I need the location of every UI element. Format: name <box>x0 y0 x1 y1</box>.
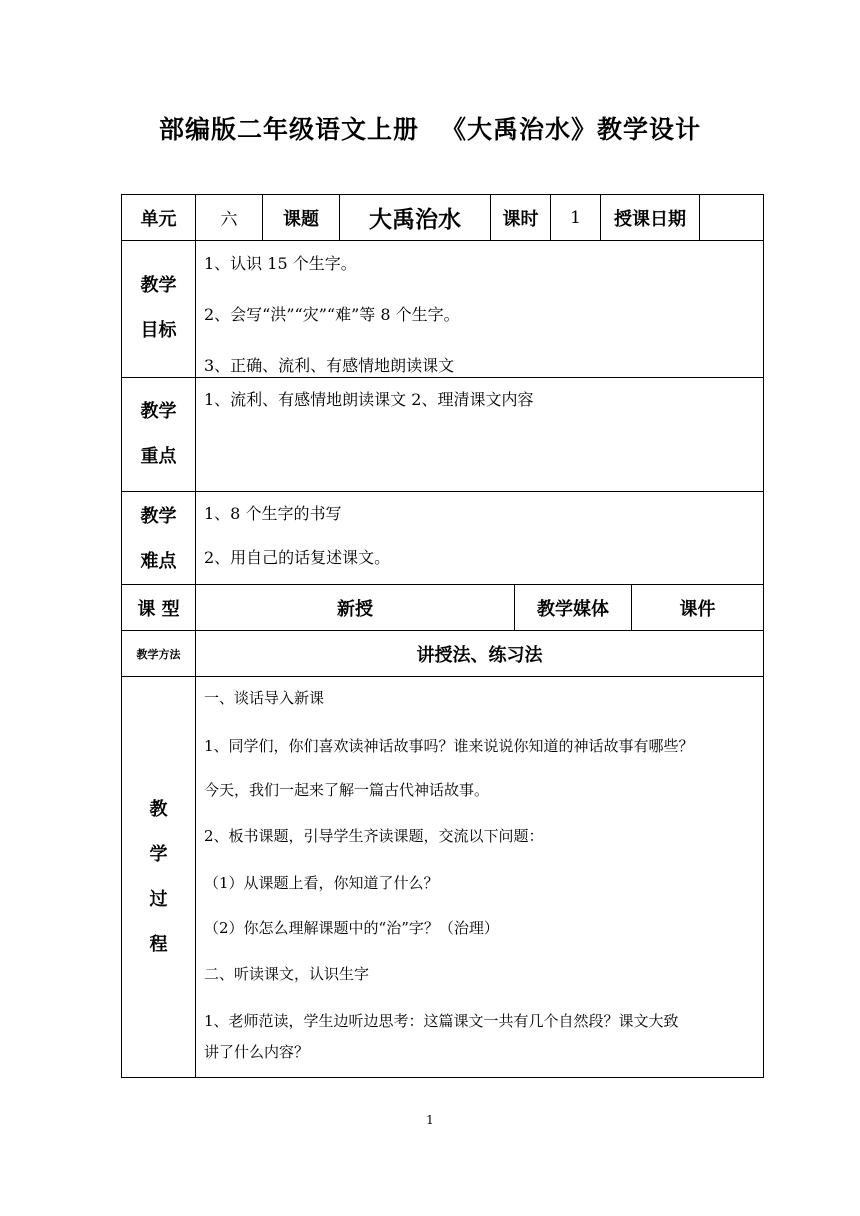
process-line: 1、同学们，你们喜欢读神话故事吗？谁来说说你知道的神话故事有哪些？ <box>204 737 694 755</box>
key-points-content <box>196 378 763 491</box>
process-content <box>196 677 763 1077</box>
title-lesson-part: 《大禹治水》教学设计 <box>441 115 702 144</box>
unit-label: 单元 <box>140 208 177 230</box>
difficulty-item: 1、8 个生字的书写 <box>204 504 342 523</box>
unit-value: 六 <box>220 210 238 230</box>
period-value: 1 <box>570 207 581 228</box>
difficulties-label-line1: 教学 <box>140 506 177 527</box>
difficulties-content <box>196 492 763 584</box>
date-label: 授课日期 <box>614 208 686 230</box>
document-title <box>0 110 860 146</box>
goals-label <box>122 272 195 345</box>
lesson-type-value: 新授 <box>337 598 373 620</box>
process-line: 讲了什么内容？ <box>204 1043 310 1061</box>
process-label-char: 程 <box>149 934 168 955</box>
goals-content <box>196 241 763 377</box>
goals-label-line2: 目标 <box>140 320 177 341</box>
key-points-label <box>122 398 195 471</box>
process-label-char: 学 <box>149 844 168 865</box>
process-label <box>122 795 195 960</box>
process-line: 1、老师范读，学生边听边思考：这篇课文一共有几个自然段？课文大致 <box>204 1012 679 1030</box>
goals-label-line1: 教学 <box>140 275 177 296</box>
lesson-type-label: 课 型 <box>137 598 180 620</box>
process-label-char: 过 <box>149 889 168 910</box>
topic-value: 大禹治水 <box>369 207 461 233</box>
process-label-char: 教 <box>149 799 168 820</box>
topic-label: 课题 <box>283 208 319 230</box>
method-label: 教学方法 <box>136 647 181 661</box>
process-line: 2、板书课题，引导学生齐读课题，交流以下问题： <box>204 827 544 845</box>
title-grade-part: 部编版二年级语文上册 <box>158 115 419 144</box>
difficulties-label-line2: 难点 <box>140 551 177 572</box>
process-line: 今天，我们一起来了解一篇古代神话故事。 <box>204 781 490 799</box>
goal-item: 1、认识 15 个生字。 <box>204 254 357 273</box>
method-value: 讲授法、练习法 <box>416 644 543 666</box>
period-label: 课时 <box>502 208 539 230</box>
process-line: （2）你怎么理解课题中的“治”字？（治理） <box>204 919 499 937</box>
process-line: （1）从课题上看，你知道了什么？ <box>204 874 439 892</box>
goal-item: 3、正确、流利、有感情地朗读课文 <box>204 356 455 375</box>
key-points-label-line2: 重点 <box>140 446 177 467</box>
process-line: 二、听读课文，认识生字 <box>204 965 370 983</box>
key-points-label-line1: 教学 <box>140 401 177 422</box>
key-points-text: 1、流利、有感情地朗读课文 2、理清课文内容 <box>204 390 534 409</box>
goal-item: 2、会写“洪”“灾”“难”等 8 个生字。 <box>204 305 460 324</box>
difficulty-item: 2、用自己的话复述课文。 <box>204 548 391 567</box>
difficulties-label <box>122 503 195 576</box>
page-number: 1 <box>426 1113 434 1127</box>
process-line: 一、谈话导入新课 <box>204 689 325 707</box>
media-label: 教学媒体 <box>537 598 609 620</box>
date-value <box>700 195 763 240</box>
media-value: 课件 <box>679 598 716 620</box>
